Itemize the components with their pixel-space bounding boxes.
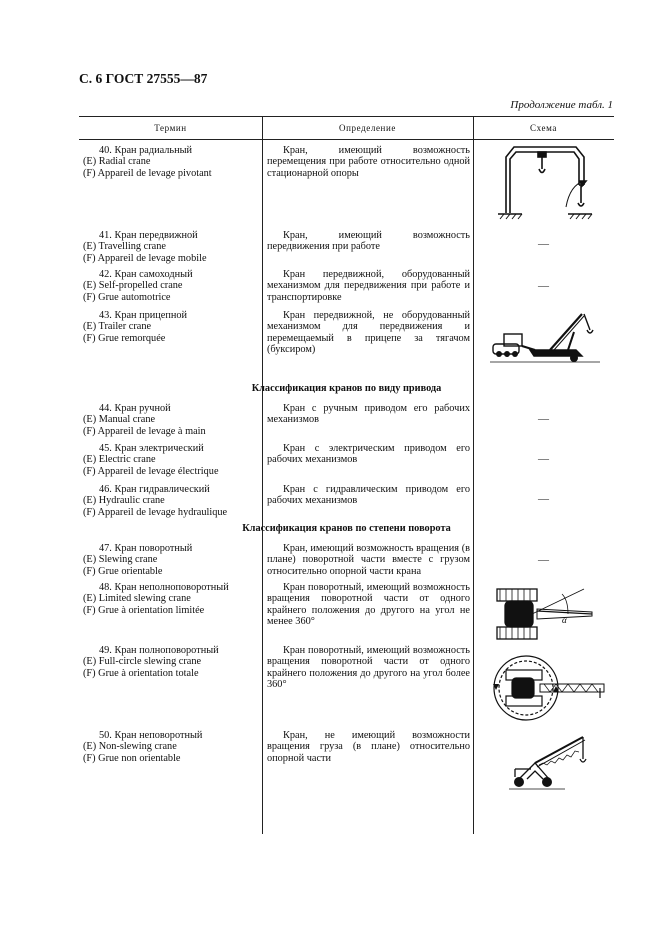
definition-49: Кран поворотный, имеющий возможность вращения поворотной части от одного крайнего положения до другого на угол более 360°: [267, 645, 470, 691]
term-en: (E) Full-circle slewing crane: [83, 656, 202, 668]
term-42: [83, 269, 261, 303]
term-43: [83, 310, 261, 344]
term-en: (E) Self-propelled crane: [83, 280, 183, 292]
term-fr: (F) Grue remorquée: [83, 332, 166, 344]
scheme-dash-44: —: [538, 413, 549, 425]
term-40: [83, 145, 261, 179]
term-ru: 41. Кран передвижной: [99, 230, 198, 241]
term-fr: (F) Appareil de levage à main: [83, 425, 206, 437]
term-fr: (F) Grue orientable: [83, 565, 163, 577]
non-slewing-diagram: [505, 733, 605, 795]
radial-crane-diagram: [488, 143, 608, 225]
term-41: [83, 230, 261, 264]
term-en: (E) Slewing crane: [83, 554, 158, 566]
column-header-term: Термин: [154, 123, 187, 133]
scheme-dash-46: —: [538, 493, 549, 505]
term-fr: (F) Appareil de levage hydraulique: [83, 506, 228, 518]
section-heading-slewing: Классификация кранов по степени поворота: [242, 523, 451, 534]
term-en: (E) Manual crane: [83, 414, 156, 426]
term-44: [83, 403, 261, 437]
limited-slewing-diagram: [492, 583, 608, 643]
definition-46: Кран с гидравлическим приводом его рабочих механизмов: [267, 484, 470, 507]
term-48: [83, 582, 261, 616]
definition-45: Кран с электрическим приводом его рабочих механизмов: [267, 443, 470, 466]
term-en: (E) Travelling crane: [83, 241, 166, 253]
term-fr: (F) Grue à orientation totale: [83, 667, 199, 679]
column-header-scheme: Схема: [530, 123, 557, 133]
term-en: (E) Trailer crane: [83, 321, 152, 333]
term-en: (E) Electric crane: [83, 454, 156, 466]
definition-44: Кран с ручным приводом его рабочих механизмов: [267, 403, 470, 426]
column-divider-2: [473, 116, 474, 834]
table-continuation-label: Продолжение табл. 1: [510, 99, 613, 111]
term-en: (E) Non-slewing crane: [83, 741, 177, 753]
term-50: [83, 730, 261, 764]
page-header: С. 6 ГОСТ 27555—87: [79, 71, 208, 86]
term-49: [83, 645, 261, 679]
definition-42: Кран передвижной, оборудованный механизмом для передвижения при работе и транспортировке: [267, 269, 470, 303]
scheme-dash-41: —: [538, 238, 549, 250]
term-en: (E) Hydraulic crane: [83, 495, 165, 507]
term-ru: 50. Кран неповоротный: [99, 730, 203, 741]
full-circle-diagram: [492, 650, 612, 726]
term-46: [83, 484, 261, 518]
trailer-crane-diagram: [490, 308, 610, 368]
definition-47: Кран, имеющий возможность вращения (в плане) поворотной части вместе с грузом относительно опорной части крана: [267, 543, 470, 577]
table-header-rule: [79, 139, 614, 140]
definition-50: Кран, не имеющий возможности вращения груза (в плане) относительно опорной части: [267, 730, 470, 764]
term-fr: (F) Grue non orientable: [83, 752, 181, 764]
term-47: [83, 543, 261, 577]
term-ru: 46. Кран гидравлический: [99, 484, 210, 495]
term-ru: 47. Кран поворотный: [99, 543, 193, 554]
definition-41: Кран, имеющий возможность передвижения при работе: [267, 230, 470, 253]
section-heading-drive: Классификация кранов по виду привода: [251, 383, 442, 394]
scheme-dash-47: —: [538, 554, 549, 566]
term-fr: (F) Appareil de levage mobile: [83, 252, 207, 264]
term-45: [83, 443, 261, 477]
definition-40: Кран, имеющий возможность перемещения при работе относительно одной стационарной опоры: [267, 145, 470, 179]
column-header-definition: Определение: [339, 123, 396, 133]
scheme-dash-45: —: [538, 453, 549, 465]
term-en: (E) Limited slewing crane: [83, 593, 191, 605]
scheme-dash-42: —: [538, 280, 549, 292]
term-ru: 43. Кран прицепной: [99, 310, 188, 321]
term-ru: 44. Кран ручной: [99, 403, 171, 414]
definition-43: Кран передвижной, не оборудованный механизмом для передвижения и перемещаемый в прицепе за тягачом (буксиром): [267, 310, 470, 356]
term-ru: 49. Кран полноповоротный: [99, 645, 219, 656]
column-divider-1: [262, 116, 263, 834]
term-fr: (F) Grue automotrice: [83, 291, 171, 303]
term-ru: 48. Кран неполноповоротный: [99, 582, 229, 593]
term-ru: 45. Кран электрический: [99, 443, 204, 454]
term-ru: 42. Кран самоходный: [99, 269, 193, 280]
term-ru: 40. Кран радиальный: [99, 145, 193, 156]
term-fr: (F) Grue à orientation limitée: [83, 604, 205, 616]
angle-label: α: [562, 615, 567, 625]
term-en: (E) Radial crane: [83, 156, 151, 168]
term-fr: (F) Appareil de levage pivotant: [83, 167, 212, 179]
table-top-rule: [79, 116, 614, 117]
term-fr: (F) Appareil de levage électrique: [83, 465, 219, 477]
definition-48: Кран поворотный, имеющий возможность вращения поворотной части от одного крайнего положения до другого на угол не менее 360°: [267, 582, 470, 628]
